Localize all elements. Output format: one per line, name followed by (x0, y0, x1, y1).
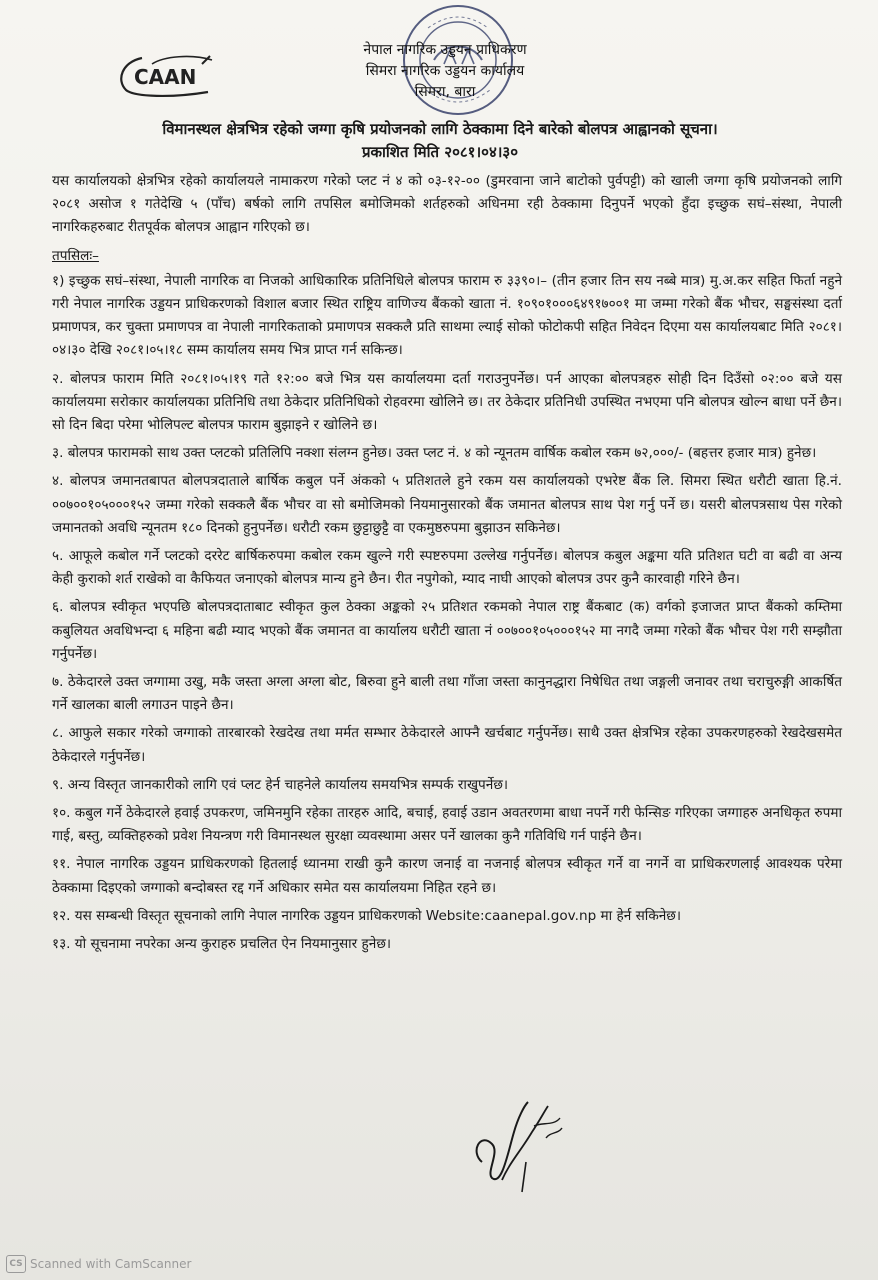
camscanner-icon: CS (6, 1255, 26, 1273)
clause-6: ६. बोलपत्र स्वीकृत भएपछि बोलपत्रदाताबाट स्वीकृत कुल ठेक्का अङ्कको २५ प्रतिशत रकमको नेपाल राष्ट्र बैंकबाट (क) वर्गको इजाजत प्राप्त बैंकको कम्तिमा कबुलियत अवधिभन्दा ६ महिना बढी म्याद भएको बैंक जमानत वा कार्यालय धरौटी खाता नं ००७००१०५०००१५२ मा नगदै जम्मा गरेको बैंक भौचर पेश गरी सम्झौता गर्नुपर्नेछ। (52, 599, 842, 662)
signature-scribble-icon (462, 1092, 572, 1202)
clause-9: ९. अन्य विस्तृत जानकारीको लागि एवं प्लट हेर्न चाहनेले कार्यालय समयभित्र सम्पर्क राखुपर्नेछ। (52, 776, 509, 793)
clause-8: ८. आफुले सकार गरेको जग्गाको तारबारको रेखदेख तथा मर्मत सम्भार ठेकेदारले आफ्नै खर्चबाट गर्नुपर्नेछ। साथै उक्त क्षेत्रभित्र रहेका उपकरणहरुको रेखदेखसमेत ठेकेदारले गर्नुपर्नेछ। (52, 725, 842, 765)
watermark-text: Scanned with CamScanner (30, 1257, 192, 1271)
org-line-office: सिमरा नागरिक उड्डयन कार्यालय (365, 63, 525, 79)
clause-12: १२. यस सम्बन्धी विस्तृत सूचनाको लागि नेपाल नागरिक उड्डयन प्राधिकरणको Website:caanepal.gov.np मा हेर्न सकिनेछ। (52, 907, 681, 924)
tapsil-heading: तपसिलः– (52, 247, 99, 264)
clause-2: २. बोलपत्र फाराम मिति २०८१।०५।१९ गते १२:०० बजे भित्र यस कार्यालयमा दर्ता गराउनुपर्नेछ। पर्न आएका बोलपत्रहरु सोही दिन दिउँसो ०२:०० बजे यस कार्यालयमा सरोकार कार्यालयका प्रतिनिधि तथा ठेकेदार प्रतिनिधिको रोहवरमा खोलिने छ। तर ठेकेदार प्रतिनिधी उपस्थित नभएमा पनि बोलपत्र खोल्न बाधा पर्ने छैन। सो दिन बिदा परेमा भोलिपल्ट बोलपत्र फाराम बुझाइने र खोलिने छ। (52, 370, 842, 434)
clause-13: १३. यो सूचनामा नपरेका अन्य कुराहरु प्रचलित ऐन नियमानुसार हुनेछ। (52, 936, 391, 953)
signature (462, 1092, 572, 1202)
notice-body (52, 170, 842, 961)
org-line-authority: नेपाल नागरिक उड्डयन प्राधिकरण (363, 42, 527, 58)
org-line-location: सिमरा, बारा (414, 84, 476, 100)
clause-1: १) इच्छुक सघं–संस्था, नेपाली नागरिक वा निजको आधिकारिक प्रतिनिधिले बोलपत्र फाराम रु ३३९०।– (तीन हजार तिन सय नब्बे मात्र) मु.अ.कर सहित फिर्ता नहुने गरी नेपाल नागरिक उड्डयन प्राधिकरणको विशाल बजार स्थित राष्ट्रिय वाणिज्य बैंकको खाता नं. १०९०१०००६४९१७००१ मा जम्मा गरेको बैंक भौचर, सङ्घसंस्था दर्ता प्रमाणपत्र, कर चुक्ता प्रमाणपत्र वा नेपाली नागरिकताको प्रमाणपत्र सक्कलै प्रति साथमा ल्याई सोको फोटोकपी सहित निवेदन दिएमा यस कार्यालयबाट मिति २०८१।०४।३० देखि २०८१।०५।१८ सम्म कार्यालय समय भित्र प्राप्त गर्न सकिन्छ। (52, 272, 842, 359)
clause-3: ३. बोलपत्र फारामको साथ उक्त प्लटको प्रतिलिपि नक्शा संलग्न हुनेछ। उक्त प्लट नं. ४ को न्यूनतम वार्षिक कबोल रकम ७२,०००/- (बहत्तर हजार मात्र) हुनेछ। (52, 445, 817, 462)
clause-11: ११. नेपाल नागरिक उड्डयन प्राधिकरणको हितलाई ध्यानमा राखी कुनै कारण जनाई वा नजनाई बोलपत्र स्वीकृत गर्ने वा नगर्ने वा प्राधिकरणलाई आवश्यक परेमा ठेक्कामा दिइएको जग्गाको बन्दोबस्त रद्द गर्ने अधिकार समेत यस कार्यालयमा निहित रहने छ। (52, 856, 842, 896)
notice-title-main: विमानस्थल क्षेत्रभित्र रहेको जग्गा कृषि प्रयोजनको लागि ठेक्कामा दिने बारेको बोलपत्र आह्वानको सूचना। (162, 120, 718, 138)
caan-logo-text: CAAN (134, 65, 197, 89)
published-date: प्रकाशित मिति २०८१।०४।३० (361, 143, 519, 161)
clause-10: १०. कबुल गर्ने ठेकेदारले हवाई उपकरण, जमिनमुनि रहेका तारहरु आदि, बचाई, हवाई उडान अवतरणमा बाधा नपर्ने गरी फेन्सिङ गरिएका जग्गाहरु अनधिकृत रुपमा गाई, बस्तु, व्यक्तिहरुको प्रवेश नियन्त्रण गरी विमानस्थल सुरक्षा व्यवस्थामा असर पर्ने खालका कुनै गतिविधि गर्न पाईने छैन। (52, 805, 842, 845)
clause-5: ५. आफूले कबोल गर्ने प्लटको दररेट बार्षिकरुपमा कबोल रकम खुल्ने गरी स्पष्टरुपमा उल्लेख गर्नुपर्नेछ। बोलपत्र कबुल अङ्कमा यति प्रतिशत घटी वा बढी वा अन्य केही कुराको शर्त राखेको वा कैफियत जनाएको बोलपत्र मान्य हुने छैन। रीत नपुगेको, म्याद नाघी आएको बोलपत्र उपर कुनै कारवाही गरिने छैन। (52, 548, 842, 588)
clause-7: ७. ठेकेदारले उक्त जग्गामा उखु, मकै जस्ता अग्ला अग्ला बोट, बिरुवा हुने बाली तथा गाँजा जस्ता कानुनद्धारा निषेधित तथा जङ्गली जनावर तथा चराचुरुङ्गी आकर्षित गर्ने खालका बाली लगाउन पाइने छैन। (52, 674, 842, 714)
intro-paragraph: यस कार्यालयको क्षेत्रभित्र रहेको कार्यालयले नामाकरण गरेको प्लट नं ४ को ०३-१२-०० (डुमरवाना जाने बाटोको पुर्वपट्टी) को खाली जग्गा कृषि प्रयोजनको लागि २०८१ असोज १ गतेदेखि ५ (पाँच) बर्षको लागि तपसिल बमोजिमको शर्तहरुको अधिनमा रही ठेक्कामा दिनुपर्ने भएको हुँदा इच्छुक सघं–संस्था, नेपाली नागरिकहरुबाट रीतपूर्वक बोलपत्र आह्वान गरिएको छ। (52, 173, 842, 236)
scanner-watermark (6, 1254, 191, 1274)
notice-title (40, 118, 840, 164)
caan-logo-icon (112, 50, 224, 100)
office-header (300, 40, 590, 103)
caan-logo (112, 50, 224, 100)
clause-4: ४. बोलपत्र जमानतबापत बोलपत्रदाताले बार्षिक कबुल पर्ने अंकको ५ प्रतिशतले हुने रकम यस कार्यालयको एभरेष्ट बैंक लि. सिमरा स्थित धरौटी खाता हि.नं. ००७००१०५०००१५२ जम्मा गरेको सक्कलै बैंक भौचर वा सो बमोजिमको नियमानुसारको बैंक जमानत बोलपत्र साथ पेश गर्नु पर्ने छ। यसरी बोलपत्रसाथ पेस गरेको जमानतको अवधि न्यूनतम १८० दिनको हुनुपर्नेछ। धरौटी रकम छुट्टाछुट्टै वा एकमुष्ठरुपमा बुझाउन सकिनेछ। (52, 473, 842, 536)
